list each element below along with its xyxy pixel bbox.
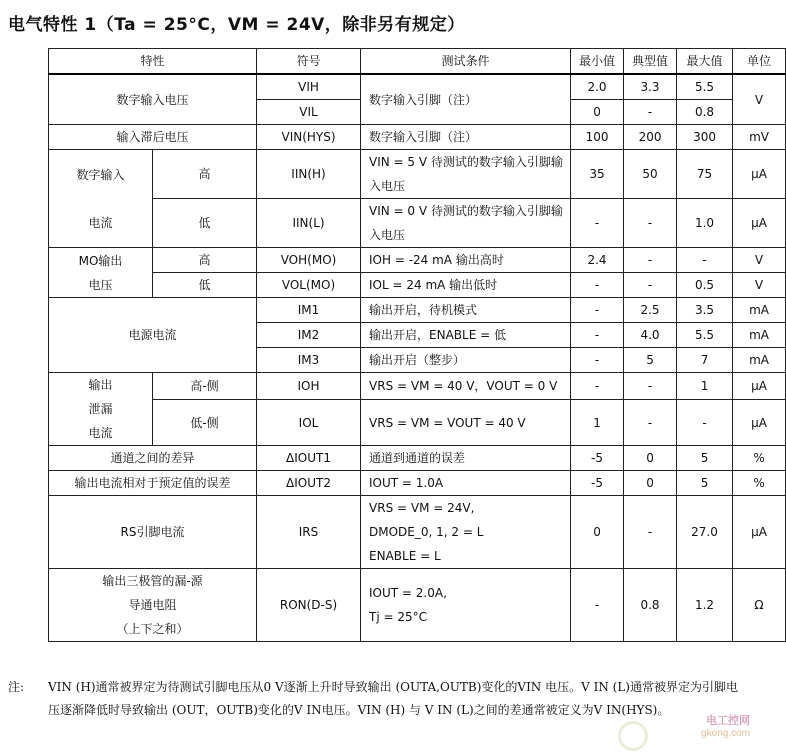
condition-line: ENABLE = L: [369, 549, 441, 563]
symbol-cell: VIH: [257, 74, 361, 100]
min-cell: -: [571, 323, 624, 348]
condition-cell: IOL = 24 mA 输出低时: [361, 273, 571, 298]
row-label: [49, 373, 153, 446]
unit-cell: μA: [733, 400, 786, 446]
unit-cell: mV: [733, 125, 786, 150]
max-cell: 27.0: [677, 496, 733, 569]
typ-cell: 0.8: [624, 569, 677, 642]
symbol-cell: RON(D-S): [257, 569, 361, 642]
symbol-cell: VOL(MO): [257, 273, 361, 298]
typ-cell: -: [624, 496, 677, 569]
max-cell: 3.5: [677, 298, 733, 323]
symbol-cell: IOH: [257, 373, 361, 400]
table-header-row: [49, 49, 786, 75]
symbol-cell: VIN(HYS): [257, 125, 361, 150]
footnote-text: VIN (H)通常被界定为待测试引脚电压从0 V逐渐上升时导致输出 (OUTA,OUTB)变化的VIN 电压。V IN (L)通常被界定为引脚电压逐渐降低时导致输出 (OUT，OUTB)变化的V IN电压。VIN (H) 与 V IN (L)之间的差通常被定义为V IN(HYS)。: [48, 680, 738, 717]
unit-cell: %: [733, 446, 786, 471]
table-row: [49, 298, 786, 323]
min-cell: 0: [571, 100, 624, 125]
unit-cell: mA: [733, 348, 786, 373]
row-label-line: 泄漏: [88, 402, 113, 416]
min-cell: -: [571, 298, 624, 323]
unit-cell: V: [733, 74, 786, 125]
sub-label: 高: [153, 150, 257, 199]
max-cell: 300: [677, 125, 733, 150]
symbol-cell: IRS: [257, 496, 361, 569]
min-cell: -5: [571, 446, 624, 471]
header-characteristic: 特性: [49, 49, 257, 75]
condition-line: IOUT = 2.0A,: [369, 586, 447, 600]
max-cell: -: [677, 248, 733, 273]
max-cell: 5: [677, 471, 733, 496]
unit-cell: V: [733, 273, 786, 298]
header-symbol: 符号: [257, 49, 361, 75]
row-label-line: 导通电阻: [128, 598, 177, 612]
table-row: [49, 471, 786, 496]
unit-cell: μA: [733, 199, 786, 248]
unit-cell: μA: [733, 373, 786, 400]
row-label-line: （上下之和）: [116, 622, 189, 636]
typ-cell: 3.3: [624, 74, 677, 100]
max-cell: 5: [677, 446, 733, 471]
symbol-cell: VIL: [257, 100, 361, 125]
symbol-cell: IM2: [257, 323, 361, 348]
condition-cell: IOUT = 1.0A: [361, 471, 571, 496]
header-condition: 测试条件: [361, 49, 571, 75]
watermark: [701, 712, 750, 739]
min-cell: -: [571, 199, 624, 248]
condition-cell: IOH = -24 mA 输出高时: [361, 248, 571, 273]
condition-cell: 通道到通道的误差: [361, 446, 571, 471]
max-cell: 1.2: [677, 569, 733, 642]
min-cell: 0: [571, 496, 624, 569]
min-cell: 2.0: [571, 74, 624, 100]
symbol-cell: ΔIOUT2: [257, 471, 361, 496]
unit-cell: Ω: [733, 569, 786, 642]
condition-line: VRS = VM = 24V,: [369, 501, 475, 515]
table-row: [49, 446, 786, 471]
condition-cell: 输出开启，待机模式: [361, 298, 571, 323]
condition-cell: [361, 496, 571, 569]
max-cell: 1.0: [677, 199, 733, 248]
header-unit: 单位: [733, 49, 786, 75]
condition-line: VIN = 0 V 待测试的数字输入引脚输: [369, 204, 563, 218]
row-label: [49, 150, 153, 248]
row-label: RS引脚电流: [49, 496, 257, 569]
condition-cell: VRS = VM = VOUT = 40 V: [361, 400, 571, 446]
typ-cell: 200: [624, 125, 677, 150]
table-row: [49, 373, 786, 400]
condition-line: Tj = 25°C: [369, 610, 428, 624]
typ-cell: -: [624, 100, 677, 125]
min-cell: 1: [571, 400, 624, 446]
table-row: [49, 150, 786, 199]
condition-cell: [361, 569, 571, 642]
max-cell: 7: [677, 348, 733, 373]
condition-cell: [361, 199, 571, 248]
min-cell: 2.4: [571, 248, 624, 273]
min-cell: -5: [571, 471, 624, 496]
sub-label: 低: [153, 273, 257, 298]
symbol-cell: IOL: [257, 400, 361, 446]
condition-line: DMODE_0, 1, 2 = L: [369, 525, 484, 539]
typ-cell: 2.5: [624, 298, 677, 323]
table-row: [49, 125, 786, 150]
condition-cell: 输出开启（整步）: [361, 348, 571, 373]
symbol-cell: VOH(MO): [257, 248, 361, 273]
typ-cell: 50: [624, 150, 677, 199]
condition-line: VIN = 5 V 待测试的数字输入引脚输: [369, 155, 563, 169]
unit-cell: mA: [733, 323, 786, 348]
min-cell: -: [571, 569, 624, 642]
row-label: 电源电流: [49, 298, 257, 373]
header-max: 最大值: [677, 49, 733, 75]
typ-cell: 0: [624, 471, 677, 496]
row-label-line: 输出: [88, 378, 113, 392]
row-label-line: 电压: [88, 277, 113, 292]
sub-label: 高-侧: [153, 373, 257, 400]
row-label: 输入滞后电压: [49, 125, 257, 150]
typ-cell: -: [624, 248, 677, 273]
min-cell: -: [571, 373, 624, 400]
sub-label: 低-侧: [153, 400, 257, 446]
table-row: [49, 199, 786, 248]
electrical-characteristics-table: [48, 48, 786, 642]
row-label-line: 输出三极管的漏-源: [102, 574, 203, 588]
min-cell: 100: [571, 125, 624, 150]
row-label: 输出电流相对于预定值的误差: [49, 471, 257, 496]
table-row: [49, 74, 786, 100]
min-cell: -: [571, 348, 624, 373]
table-row: [49, 400, 786, 446]
table-row: [49, 496, 786, 569]
typ-cell: -: [624, 199, 677, 248]
typ-cell: 4.0: [624, 323, 677, 348]
watermark-url: gkong.com: [701, 728, 750, 739]
condition-cell: 数字输入引脚（注）: [361, 74, 571, 125]
unit-cell: mA: [733, 298, 786, 323]
max-cell: 0.5: [677, 273, 733, 298]
row-label: 数字输入电压: [49, 74, 257, 125]
symbol-cell: IIN(L): [257, 199, 361, 248]
typ-cell: 0: [624, 446, 677, 471]
table-row: [49, 273, 786, 298]
max-cell: 5.5: [677, 74, 733, 100]
row-label: 通道之间的差异: [49, 446, 257, 471]
sub-label: 低: [153, 199, 257, 248]
typ-cell: -: [624, 373, 677, 400]
condition-cell: 数字输入引脚（注）: [361, 125, 571, 150]
max-cell: 5.5: [677, 323, 733, 348]
symbol-cell: IIN(H): [257, 150, 361, 199]
watermark-title: 电工控网: [706, 715, 750, 727]
row-label-line: 电流: [88, 426, 113, 440]
unit-cell: μA: [733, 150, 786, 199]
table-row: [49, 569, 786, 642]
page-title: 电气特性 1（Ta = 25°C，VM = 24V，除非另有规定）: [8, 15, 465, 35]
symbol-cell: ΔIOUT1: [257, 446, 361, 471]
max-cell: 0.8: [677, 100, 733, 125]
condition-cell: VRS = VM = 40 V，VOUT = 0 V: [361, 373, 571, 400]
min-cell: 35: [571, 150, 624, 199]
table-row: [49, 248, 786, 273]
header-typ: 典型值: [624, 49, 677, 75]
condition-cell: 输出开启，ENABLE = 低: [361, 323, 571, 348]
sub-label: 高: [153, 248, 257, 273]
gear-icon: [618, 721, 648, 751]
condition-cell: [361, 150, 571, 199]
header-min: 最小值: [571, 49, 624, 75]
typ-cell: 5: [624, 348, 677, 373]
row-label: [49, 248, 153, 298]
max-cell: -: [677, 400, 733, 446]
unit-cell: %: [733, 471, 786, 496]
symbol-cell: IM3: [257, 348, 361, 373]
symbol-cell: IM1: [257, 298, 361, 323]
typ-cell: -: [624, 273, 677, 298]
row-label: [49, 569, 257, 642]
unit-cell: V: [733, 248, 786, 273]
row-label-line: 电流: [88, 215, 113, 230]
row-label-line: 数字输入: [76, 167, 125, 182]
footnote-label: 注:: [8, 680, 25, 694]
condition-line: 入电压: [369, 179, 406, 193]
max-cell: 75: [677, 150, 733, 199]
max-cell: 1: [677, 373, 733, 400]
condition-line: 入电压: [369, 228, 406, 242]
typ-cell: -: [624, 400, 677, 446]
row-label-line: MO输出: [78, 253, 123, 268]
unit-cell: μA: [733, 496, 786, 569]
min-cell: -: [571, 273, 624, 298]
